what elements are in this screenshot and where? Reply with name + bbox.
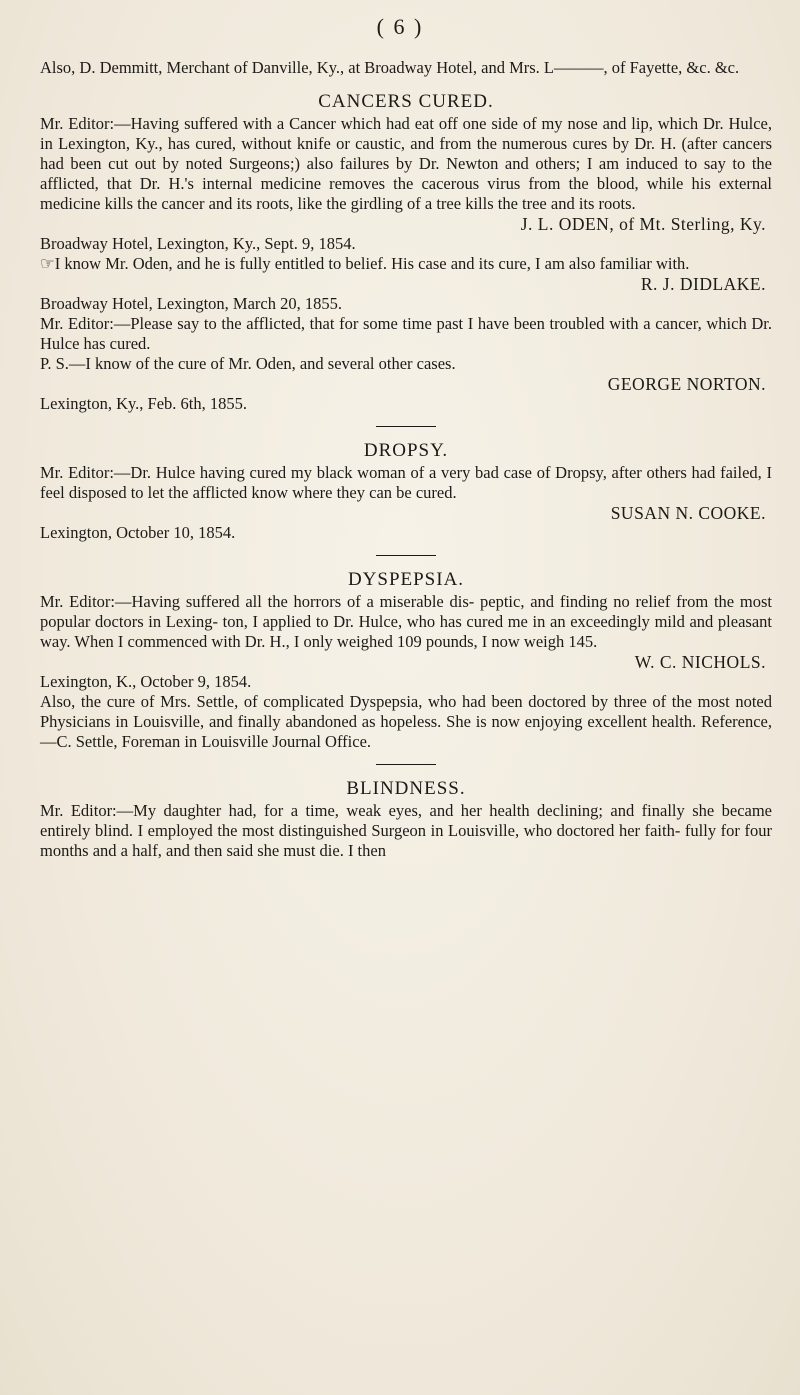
postscript-paragraph: P. S.—I know of the cure of Mr. Oden, and several other cases. (40, 354, 456, 373)
section-blindness (40, 779, 772, 861)
dateline: Lexington, K., October 9, 1854. (40, 672, 252, 691)
section-heading: DROPSY. (363, 440, 449, 461)
testimonial-paragraph: ☞I know Mr. Oden, and he is fully entitled to belief. His case and its cure, I am also familiar with. (40, 254, 690, 273)
testimonial-paragraph: Mr. Editor:—Having suffered all the horrors of a miserable dis- peptic, and finding no relief from the most popular doctors in Lexing- ton, I applied to Dr. Hulce, who has cured me in an exceedingly mild and pleasant way. When I commenced with Dr. H., I only weighed 109 pounds, I now weigh 145. (40, 592, 772, 651)
page-number: ( 6 ) (376, 14, 424, 39)
signature: SUSAN N. COOKE. (610, 503, 766, 523)
testimonial-paragraph: Mr. Editor:—Having suffered with a Cancer which had eat off one side of my nose and lip, which Dr. Hulce, in Lexington, Ky., has cured, without knife or caustic, and from the numerous cures by Dr. H. (after cancers had been cut out by noted Surgeons;) also failures by Dr. Newton and others; I am induced to say to the afflicted, that Dr. H.'s internal medicine removes the cacerous virus from the blood, while his external medicine kills the cancer and its roots, like the girdling of a tree kills the tree and its roots. (40, 114, 772, 213)
section-divider (376, 555, 436, 556)
section-heading: DYSPEPSIA. (347, 569, 465, 590)
signature: GEORGE NORTON. (607, 374, 766, 394)
dateline: Lexington, Ky., Feb. 6th, 1855. (40, 394, 247, 413)
signature: R. J. DIDLAKE. (640, 274, 766, 294)
testimonial-paragraph: Mr. Editor:—Dr. Hulce having cured my black woman of a very bad case of Dropsy, after others had failed, I feel disposed to let the afflicted know where they can be cured. (40, 463, 772, 502)
signature: J. L. ODEN, of Mt. Sterling, Ky. (520, 214, 766, 234)
testimonial-paragraph: Also, the cure of Mrs. Settle, of complicated Dyspepsia, who had been doctored by three of the most noted Physicians in Louisville, and finally abandoned as hopeless. She is now enjoying excellent health. Reference,—C. Settle, Foreman in Louisville Journal Office. (40, 692, 772, 751)
section-dyspepsia (40, 570, 772, 765)
dateline: Broadway Hotel, Lexington, Ky., Sept. 9, 1854. (40, 234, 356, 253)
text-column (40, 58, 772, 861)
testimonial-paragraph: Mr. Editor:—Please say to the afflicted, that for some time past I have been troubled with a cancer, which Dr. Hulce has cured. (40, 314, 772, 353)
dateline: Lexington, October 10, 1854. (40, 523, 236, 542)
testimonial-paragraph: Mr. Editor:—My daughter had, for a time, weak eyes, and her health declining; and finally she became entirely blind. I employed the most distinguished Surgeon in Louisville, who doctored her faith- fully for four months and a half, and then said she must die. I then (40, 801, 772, 860)
section-divider (376, 426, 436, 427)
intro-paragraph: Also, D. Demmitt, Merchant of Danville, Ky., at Broadway Hotel, and Mrs. L———, of Fayette, &c. &c. (40, 58, 740, 77)
section-heading: CANCERS CURED. (318, 91, 494, 112)
section-dropsy (40, 441, 772, 556)
section-divider (376, 764, 436, 765)
section-cancers (40, 92, 772, 427)
section-heading: BLINDNESS. (346, 778, 466, 799)
signature: W. C. NICHOLS. (634, 652, 766, 672)
dateline: Broadway Hotel, Lexington, March 20, 1855. (40, 294, 342, 313)
